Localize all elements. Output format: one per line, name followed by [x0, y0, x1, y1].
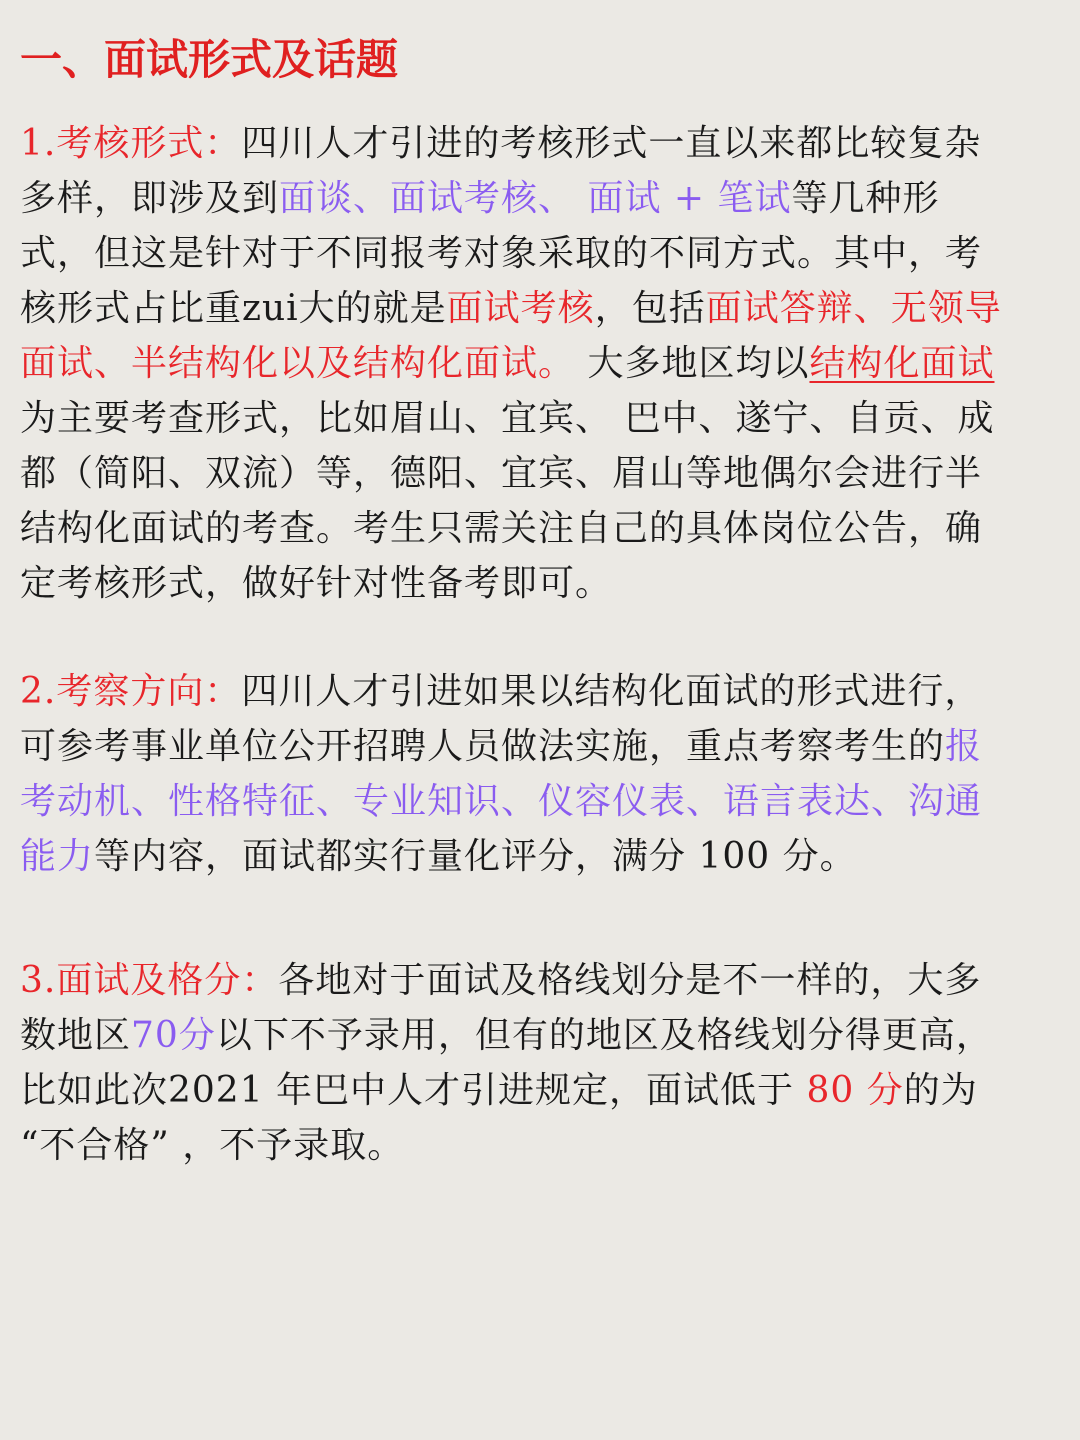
section-heading: 一、面试形式及话题 [20, 35, 399, 84]
text-line [20, 1118, 1060, 1173]
text-line [20, 1008, 1060, 1063]
highlight-interview-assessment: 面试考核 [446, 288, 595, 329]
text-line [20, 719, 1060, 774]
text-run: 以下不予录用，但有的地区及格线划分得更高， [215, 1015, 993, 1056]
assessment-form-label: 1.考核形式： [20, 123, 242, 164]
text-run: 多样，即涉及到 [20, 178, 280, 219]
highlight-score-80: 80 分 [806, 1070, 904, 1111]
highlight-ability-items: 报 [945, 726, 983, 767]
text-line [20, 446, 1060, 501]
text-line [20, 953, 1060, 1008]
text-line [20, 391, 1060, 446]
text-run: 数地区 [20, 1015, 132, 1056]
text-run: 四川人才引进的考核形式一直以来都比较复杂 [241, 123, 982, 164]
text-run: 四川人才引进如果以结构化面试的形式进行， [241, 671, 982, 712]
text-line [20, 664, 1060, 719]
text-run: 等内容，面试都实行量化评分，满分 100 分。 [94, 836, 857, 877]
text-line [20, 171, 1060, 226]
text-line [20, 774, 1060, 829]
text-run: 比如此次2021 年巴中人才引进规定，面试低于 [20, 1070, 807, 1111]
highlight-ability-items-cont: 考动机、性格特征、专业知识、仪容仪表、语言表达、沟通 [20, 781, 983, 822]
text-run: 大多地区均以 [575, 343, 810, 384]
text-run: “不合格” ，不予录取。 [20, 1125, 405, 1166]
text-run: 核形式占比重zui大的就是 [20, 288, 447, 329]
text-run: 为主要考查形式，比如眉山、宜宾、 巴中、遂宁、自贡、成 [20, 398, 995, 439]
highlight-formats: 面谈、面试考核、 面试 + 笔试 [279, 178, 792, 219]
assessment-form-paragraph [20, 116, 1060, 611]
text-line [20, 501, 1060, 556]
text-run: ，包括 [594, 288, 706, 329]
text-run: 可参考事业单位公开招聘人员做法实施，重点考察考生的 [20, 726, 946, 767]
assessment-direction-paragraph [20, 664, 1060, 884]
text-run: 结构化面试的考查。考生只需关注自己的具体岗位公告，确 [20, 508, 983, 549]
assessment-direction-label: 2.考察方向： [20, 671, 242, 712]
text-run: 都（简阳、双流）等，德阳、宜宾、眉山等地偶尔会进行半 [20, 453, 983, 494]
text-line [20, 829, 1060, 884]
text-run: 式，但这是针对于不同报考对象采取的不同方式。其中，考 [20, 233, 983, 274]
text-run: 的为 [903, 1070, 978, 1111]
highlight-interview-types-cont: 面试、半结构化以及结构化面试。 [20, 343, 576, 384]
text-run: 等几种形 [791, 178, 940, 219]
highlight-structured-interview: 结构化面试 [809, 343, 995, 384]
highlight-interview-types: 面试答辩、无领导 [705, 288, 1002, 329]
text-line [20, 1063, 1060, 1118]
text-line [20, 116, 1060, 171]
passing-score-paragraph [20, 953, 1060, 1173]
text-run: 定考核形式，做好针对性备考即可。 [20, 563, 613, 604]
text-line [20, 226, 1060, 281]
passing-score-label: 3.面试及格分： [20, 960, 279, 1001]
text-line [20, 336, 1060, 391]
text-line [20, 556, 1060, 611]
text-line [20, 281, 1060, 336]
highlight-score-70: 70分 [131, 1015, 216, 1056]
highlight-ability-items-end: 能力 [20, 836, 95, 877]
text-run: 各地对于面试及格线划分是不一样的，大多 [278, 960, 982, 1001]
